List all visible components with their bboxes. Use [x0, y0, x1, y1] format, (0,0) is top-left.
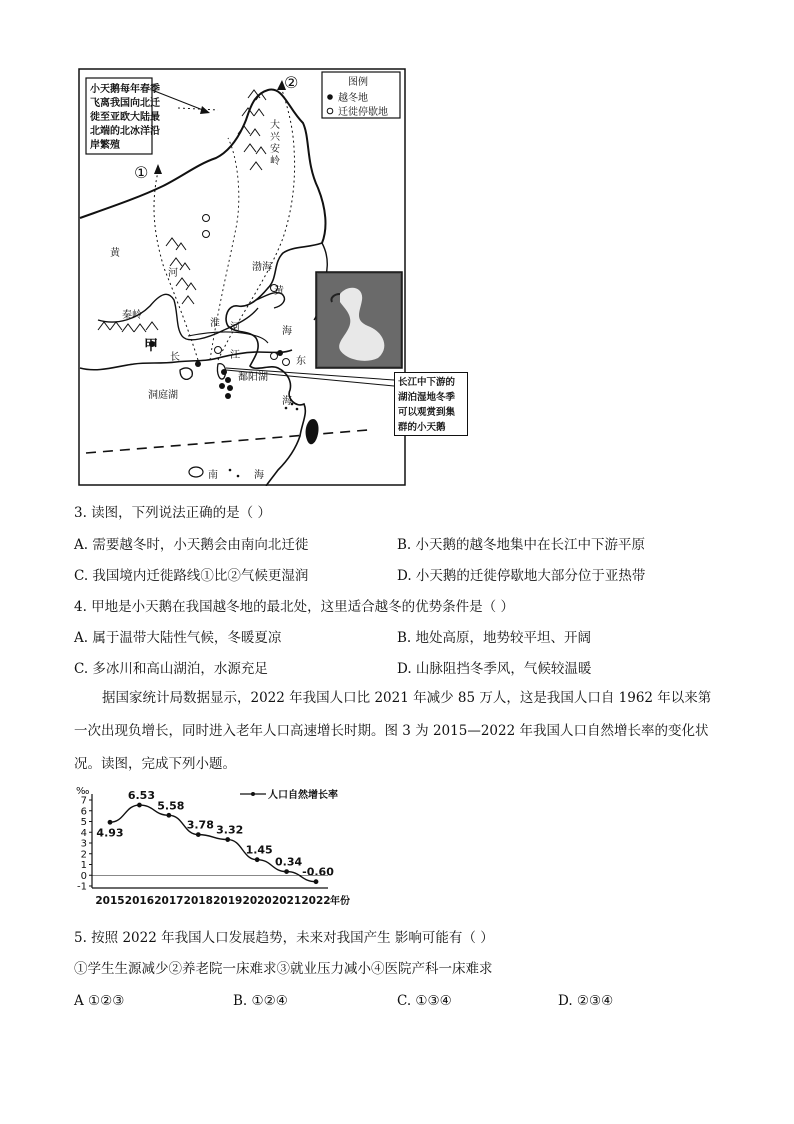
data-point	[108, 820, 113, 825]
y-tick-label: 2	[80, 849, 87, 861]
q3-option-b[interactable]: B. 小天鹅的越冬地集中在长江中下游平原	[397, 537, 646, 553]
data-point	[166, 813, 171, 818]
legend-stopover-icon	[327, 108, 333, 114]
dongting-label: 洞庭湖	[148, 390, 178, 401]
huai-river-label-1: 淮	[210, 318, 220, 329]
x-tick-label: 2018	[183, 895, 213, 907]
data-label: 5.58	[157, 799, 185, 813]
note-right-line-2: 湖泊湿地冬季	[398, 392, 456, 403]
y-tick-label: 6	[80, 806, 87, 818]
note-top-line-5: 岸繁殖	[90, 140, 120, 151]
x-tick-label: 2019	[213, 895, 243, 907]
east-sea-label-1: 东	[296, 356, 306, 367]
note-top-line-4: 北端的北冰洋沿	[90, 126, 160, 137]
east-sea-label-2: 海	[282, 396, 292, 407]
data-label: 0.34	[275, 855, 303, 869]
yellow-river-label-2: 河	[168, 268, 178, 279]
swan-migration-map	[78, 68, 406, 486]
huai-river-label-2: 河	[230, 322, 240, 333]
data-point	[284, 869, 289, 874]
legend-item-stopover: 迁徙停歇地	[338, 107, 388, 118]
svg-text:岭: 岭	[270, 156, 280, 167]
y-tick-label: 3	[80, 838, 87, 850]
x-tick-label: 2016	[124, 895, 155, 907]
y-tick-label: 7	[80, 795, 87, 807]
qinling-label: 秦岭	[122, 310, 142, 321]
data-label: 4.93	[96, 826, 124, 840]
svg-text:安: 安	[270, 144, 280, 155]
data-point	[196, 832, 201, 837]
q3-stem: 3. 读图，下列说法正确的是（ ）	[74, 505, 271, 521]
passage: 据国家统计局数据显示，2022 年我国人口比 2021 年减少 85 万人，这是我国人口自 1962 年以来第一次出现负增长，同时进入老年人口高速增长时期。图 3 为 2015—2022 年我国人口自然增长率的变化状况。读图，完成下列小题。	[74, 690, 712, 772]
q5-stem: 5. 按照 2022 年我国人口发展趋势，未来对我国产生 影响可能有（ ）	[74, 930, 494, 946]
y-tick-label: 5	[80, 817, 87, 828]
population-growth-chart	[70, 782, 360, 912]
dongting-lake	[180, 368, 192, 379]
note-top-line-1: 小天鹅每年春季	[90, 84, 160, 95]
x-tick-label: 2015	[95, 895, 125, 907]
q5-option-b[interactable]: B. ①②④	[233, 993, 288, 1009]
data-point	[137, 803, 142, 808]
legend-title: 图例	[348, 77, 368, 88]
note-right-line-4: 群的小天鹅	[398, 422, 446, 433]
data-point	[255, 857, 260, 862]
yangtze-label-2: 江	[230, 350, 240, 361]
q3-option-a[interactable]: A. 需要越冬时，小天鹅会由南向北迁徙	[74, 537, 309, 553]
q4-stem: 4. 甲地是小天鹅在我国越冬地的最北处，这里适合越冬的优势条件是（ ）	[74, 599, 514, 615]
x-tick-labels	[95, 894, 350, 907]
svg-text:大: 大	[270, 120, 280, 131]
data-label: 1.45	[245, 843, 273, 857]
jia-label: 甲	[144, 338, 158, 354]
data-label: 3.78	[186, 818, 214, 832]
note-right-line-3: 可以观赏到集	[398, 407, 456, 418]
bohai-label: 渤海	[252, 262, 272, 273]
q3-option-d[interactable]: D. 小天鹅的迁徙停歇地大部分位于亚热带	[397, 568, 646, 584]
yellow-sea-label-1: 黄	[274, 286, 284, 297]
south-sea-label-1: 南	[208, 470, 218, 481]
legend-series-name: 人口自然增长率	[268, 790, 338, 801]
note-top-line-3: 徙至亚欧大陆最	[90, 112, 160, 123]
y-tick-label: -1	[77, 881, 87, 893]
x-tick-label: 2020	[242, 895, 272, 907]
yangtze-label-1: 长	[170, 352, 180, 363]
data-labels	[96, 789, 334, 879]
x-unit-label: 年份	[330, 896, 350, 907]
q5-option-d[interactable]: D. ②③④	[558, 993, 614, 1009]
yellow-sea-label-2: 海	[282, 326, 292, 337]
x-tick-label: 2022	[301, 895, 331, 907]
chart-axes	[92, 794, 328, 888]
data-label: 6.53	[127, 789, 155, 803]
data-point	[225, 837, 230, 842]
q4-option-d[interactable]: D. 山脉阻挡冬季风，气候较温暖	[397, 661, 592, 677]
chart-legend	[240, 788, 338, 801]
swan-photo	[316, 272, 402, 368]
data-label: 3.32	[216, 823, 244, 837]
legend-wintering-icon	[327, 94, 333, 100]
x-tick-label: 2021	[271, 895, 302, 907]
q5-items: ①学生生源减少②养老院一床难求③就业压力减小④医院产科一床难求	[74, 961, 493, 977]
q5-option-c[interactable]: C. ①③④	[397, 993, 452, 1009]
route-2-label: ②	[284, 73, 299, 92]
series-points	[108, 803, 319, 884]
yellow-river-label-1: 黄	[110, 248, 120, 259]
daxinganling-label	[270, 118, 281, 167]
q3-option-c[interactable]: C. 我国境内迁徙路线①比②气候更湿润	[74, 568, 309, 584]
poyang-label: 鄱阳湖	[238, 372, 268, 383]
legend-item-wintering: 越冬地	[338, 93, 368, 104]
svg-text:兴: 兴	[270, 132, 280, 143]
y-unit-label: ‰	[76, 786, 90, 797]
chart-y-ticks	[77, 796, 92, 893]
data-point	[314, 879, 319, 884]
x-tick-label: 2017	[154, 895, 184, 907]
y-tick-label: 4	[80, 827, 87, 839]
note-right	[394, 372, 468, 436]
note-right-line-1: 长江中下游的	[398, 377, 456, 388]
y-tick-label: 0	[80, 870, 87, 882]
q4-option-c[interactable]: C. 多冰川和高山湖泊，水源充足	[74, 661, 268, 677]
q4-option-b[interactable]: B. 地处高原，地势较平坦、开阔	[397, 630, 592, 646]
route-1-label: ①	[134, 163, 149, 182]
note-top-line-2: 飞离我国向北迁	[90, 98, 160, 109]
y-tick-label: 1	[80, 860, 87, 871]
south-sea-label-2: 海	[254, 470, 264, 481]
data-label: -0.60	[302, 865, 334, 879]
q4-option-a[interactable]: A. 属于温带大陆性气候，冬暖夏凉	[74, 630, 282, 646]
q5-option-a[interactable]: A ①②③	[74, 993, 125, 1009]
